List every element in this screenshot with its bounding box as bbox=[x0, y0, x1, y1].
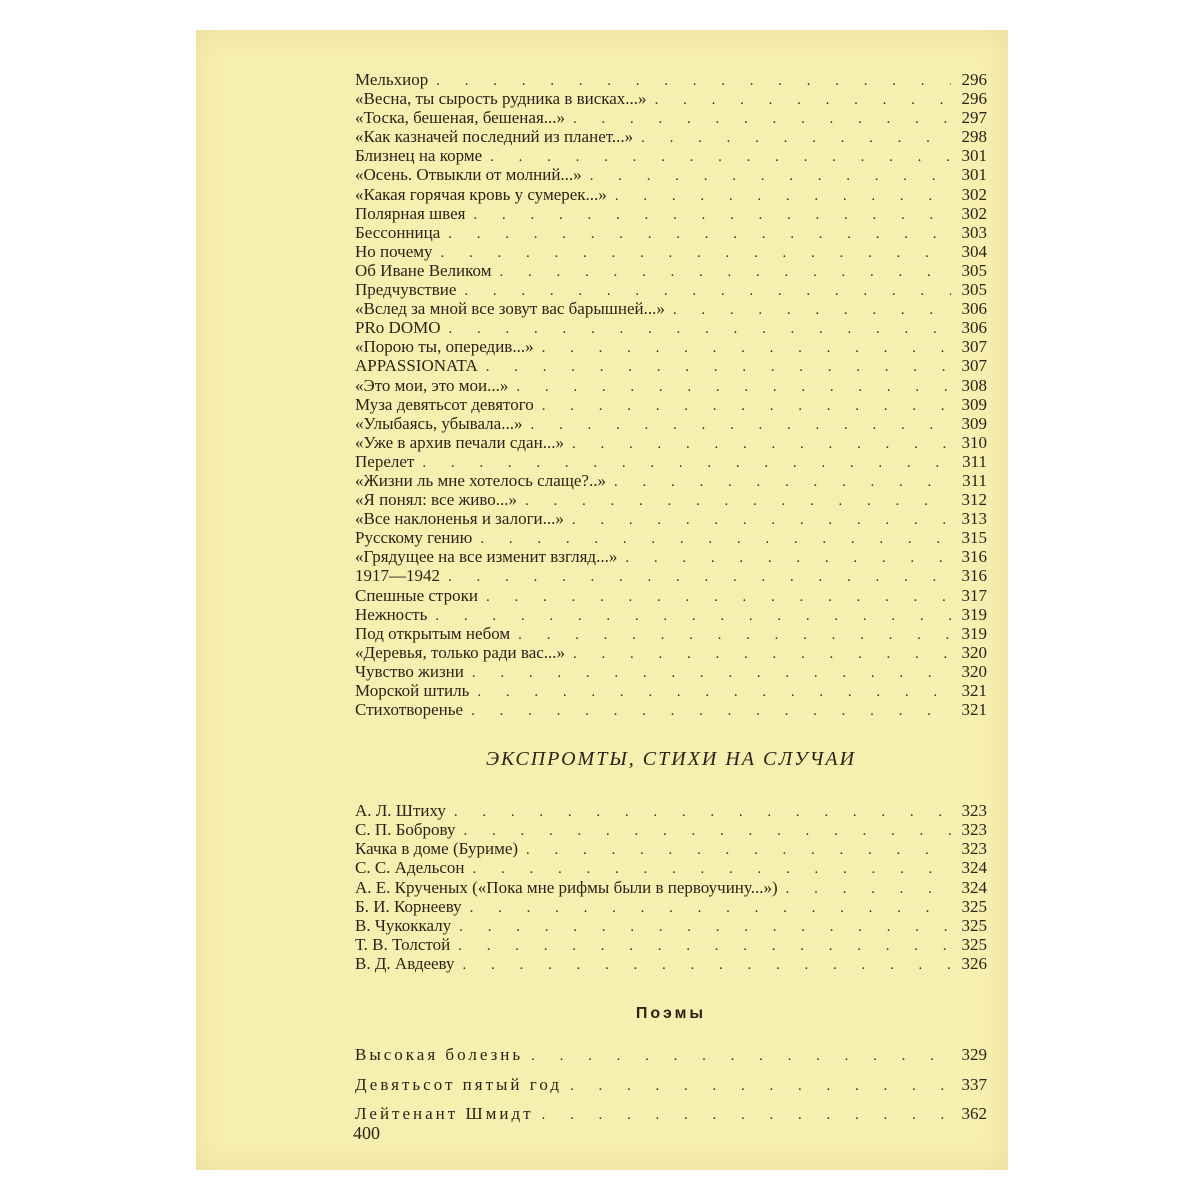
toc-entry bbox=[355, 452, 987, 471]
entry-page-number: 324 bbox=[961, 858, 987, 878]
entry-page-number: 317 bbox=[961, 585, 987, 605]
entry-page-number: 362 bbox=[961, 1104, 987, 1124]
toc-entry bbox=[355, 878, 987, 897]
entry-title: Морской штиль bbox=[355, 681, 470, 700]
entry-title: Перелет bbox=[355, 451, 415, 471]
leader-dots bbox=[614, 473, 951, 492]
entry-title: Б. И. Корнееву bbox=[355, 896, 462, 916]
leader-dots bbox=[500, 263, 952, 282]
entry-page-number: 302 bbox=[961, 184, 987, 204]
leader-dots bbox=[531, 1042, 951, 1072]
toc-entry bbox=[355, 337, 987, 356]
entry-page-number: 325 bbox=[961, 896, 987, 916]
entry-title: С. П. Боброву bbox=[355, 820, 456, 840]
toc-entry bbox=[355, 165, 987, 184]
entry-page-number: 316 bbox=[961, 566, 987, 586]
leader-dots bbox=[572, 511, 951, 530]
entry-page-number: 309 bbox=[961, 413, 987, 433]
leader-dots bbox=[570, 1072, 951, 1102]
entry-page-number: 311 bbox=[962, 451, 987, 471]
entry-title: Высокая болезнь bbox=[355, 1045, 524, 1065]
toc-entry bbox=[355, 801, 987, 820]
entry-title: «Это мои, это мои...» bbox=[355, 375, 509, 395]
entry-page-number: 319 bbox=[961, 623, 987, 643]
entry-page-number: 296 bbox=[961, 89, 987, 109]
entry-title: Предчувствие bbox=[355, 280, 457, 300]
entry-page-number: 305 bbox=[961, 260, 987, 280]
toc-entry bbox=[355, 586, 987, 605]
leader-dots bbox=[473, 206, 951, 225]
section-heading-poems: Поэмы bbox=[635, 1005, 707, 1023]
toc-entry bbox=[355, 605, 987, 624]
toc-entry bbox=[355, 624, 987, 643]
leader-dots bbox=[625, 549, 951, 568]
toc-entry bbox=[355, 490, 987, 509]
toc-entry bbox=[355, 954, 987, 973]
toc-entry bbox=[355, 185, 987, 204]
toc-entry bbox=[355, 1040, 987, 1070]
toc-entry bbox=[355, 70, 987, 89]
leader-dots bbox=[655, 91, 951, 110]
toc-entry bbox=[355, 108, 987, 127]
entry-page-number: 307 bbox=[961, 337, 987, 357]
toc-main-list bbox=[355, 70, 987, 719]
toc-entry bbox=[355, 509, 987, 528]
entry-page-number: 302 bbox=[961, 203, 987, 223]
entry-page-number: 297 bbox=[961, 108, 987, 128]
toc-entry bbox=[355, 681, 987, 700]
entry-title: Нежность bbox=[355, 604, 428, 624]
leader-dots bbox=[615, 187, 951, 206]
entry-title: «Улыбаясь, убывала...» bbox=[355, 413, 523, 433]
entry-title: Стихотворенье bbox=[355, 700, 464, 720]
entry-page-number: 313 bbox=[961, 509, 987, 529]
leader-dots bbox=[590, 167, 951, 186]
entry-page-number: 296 bbox=[961, 70, 987, 89]
leader-dots bbox=[448, 225, 951, 244]
toc-entry bbox=[355, 858, 987, 877]
entry-page-number: 337 bbox=[961, 1074, 987, 1094]
leader-dots bbox=[459, 918, 951, 937]
leader-dots bbox=[472, 664, 951, 683]
section-heading-impromptu: ЭКСПРОМТЫ, СТИХИ НА СЛУЧАИ bbox=[485, 748, 857, 771]
leader-dots bbox=[641, 129, 951, 148]
entry-page-number: 306 bbox=[961, 318, 987, 338]
leader-dots bbox=[572, 435, 951, 454]
entry-page-number: 320 bbox=[961, 661, 987, 681]
entry-page-number: 325 bbox=[961, 934, 987, 954]
leader-dots bbox=[516, 378, 951, 397]
leader-dots bbox=[518, 626, 951, 645]
leader-dots bbox=[525, 492, 951, 511]
toc-entry bbox=[355, 376, 987, 395]
entry-title: Под открытым небом bbox=[355, 623, 511, 643]
toc-entry bbox=[355, 395, 987, 414]
entry-title: Качка в доме (Буриме) bbox=[355, 839, 519, 859]
entry-page-number: 308 bbox=[961, 375, 987, 395]
toc-entry bbox=[355, 471, 987, 490]
table-of-contents bbox=[355, 70, 987, 1129]
entry-page-number: 303 bbox=[961, 222, 987, 242]
toc-entry bbox=[355, 1099, 987, 1129]
entry-page-number: 325 bbox=[961, 915, 987, 935]
entry-page-number: 323 bbox=[961, 801, 987, 821]
leader-dots bbox=[573, 645, 951, 664]
leader-dots bbox=[486, 358, 951, 377]
entry-title: «Тоска, бешеная, бешеная...» bbox=[355, 108, 566, 128]
entry-page-number: 311 bbox=[962, 470, 987, 490]
entry-page-number: 326 bbox=[961, 953, 987, 973]
leader-dots bbox=[471, 702, 951, 721]
entry-title: «Я понял: все живо...» bbox=[355, 490, 518, 510]
entry-title: Мельхиор bbox=[355, 70, 429, 89]
entry-page-number: 319 bbox=[961, 604, 987, 624]
entry-title: В. Д. Авдееву bbox=[355, 953, 455, 973]
entry-title: «Как казначей последний из планет...» bbox=[355, 127, 634, 147]
entry-title: Об Иване Великом bbox=[355, 260, 492, 280]
entry-page-number: 320 bbox=[961, 642, 987, 662]
toc-entry bbox=[355, 916, 987, 935]
leader-dots bbox=[463, 822, 951, 841]
toc-entry bbox=[355, 280, 987, 299]
page-number: 400 bbox=[353, 1123, 380, 1143]
entry-page-number: 298 bbox=[961, 127, 987, 147]
toc-entry bbox=[355, 356, 987, 375]
entry-title: Бессонница bbox=[355, 222, 441, 242]
toc-entry bbox=[355, 566, 987, 585]
toc-entry bbox=[355, 528, 987, 547]
entry-title: В. Чукоккалу bbox=[355, 915, 452, 935]
entry-title: Муза девятьсот девятого bbox=[355, 394, 534, 414]
entry-title: «Весна, ты сырость рудника в висках...» bbox=[355, 89, 647, 109]
toc-entry bbox=[355, 820, 987, 839]
leader-dots bbox=[542, 1101, 951, 1131]
leader-dots bbox=[673, 301, 951, 320]
toc-entry bbox=[355, 839, 987, 858]
entry-title: А. Е. Крученых («Пока мне рифмы были в первоучину...») bbox=[355, 877, 778, 897]
entry-title: Близнец на корме bbox=[355, 146, 483, 166]
toc-entry bbox=[355, 700, 987, 719]
leader-dots bbox=[786, 880, 951, 899]
entry-title: Спешные строки bbox=[355, 585, 478, 605]
entry-page-number: 301 bbox=[961, 146, 987, 166]
entry-page-number: 324 bbox=[961, 877, 987, 897]
book-page bbox=[196, 30, 1008, 1170]
entry-page-number: 329 bbox=[961, 1045, 987, 1065]
toc-poems-list bbox=[355, 1040, 987, 1129]
entry-page-number: 315 bbox=[961, 528, 987, 548]
leader-dots bbox=[486, 588, 951, 607]
leader-dots bbox=[542, 339, 951, 358]
toc-entry bbox=[355, 935, 987, 954]
leader-dots bbox=[441, 244, 951, 263]
entry-title: Т. В. Толстой bbox=[355, 934, 451, 954]
entry-page-number: 307 bbox=[961, 356, 987, 376]
entry-title: «Уже в архив печали сдан...» bbox=[355, 432, 564, 452]
toc-entry bbox=[355, 204, 987, 223]
toc-entry bbox=[355, 242, 987, 261]
entry-page-number: 306 bbox=[961, 299, 987, 319]
entry-title: Но почему bbox=[355, 241, 433, 261]
toc-entry bbox=[355, 1070, 987, 1100]
entry-title: «Деревья, только ради вас...» bbox=[355, 642, 566, 662]
entry-title: Чувство жизни bbox=[355, 661, 464, 681]
toc-impromptu-list bbox=[355, 801, 987, 973]
entry-title: 1917—1942 bbox=[355, 566, 440, 586]
entry-title: «Осень. Отвыкли от молний...» bbox=[355, 165, 582, 185]
entry-page-number: 316 bbox=[961, 547, 987, 567]
leader-dots bbox=[530, 416, 951, 435]
entry-page-number: 310 bbox=[961, 432, 987, 452]
entry-title: «Какая горячая кровь у сумерек...» bbox=[355, 184, 607, 204]
entry-title: Девятьсот пятый год bbox=[355, 1074, 562, 1094]
entry-title: «Вслед за мной все зовут вас барышней...» bbox=[355, 299, 665, 319]
toc-entry bbox=[355, 127, 987, 146]
toc-entry bbox=[355, 897, 987, 916]
leader-dots bbox=[542, 397, 951, 416]
leader-dots bbox=[454, 803, 951, 822]
entry-page-number: 305 bbox=[961, 280, 987, 300]
entry-page-number: 323 bbox=[961, 820, 987, 840]
leader-dots bbox=[477, 683, 951, 702]
entry-page-number: 301 bbox=[961, 165, 987, 185]
entry-title: Русскому гению bbox=[355, 528, 473, 548]
entry-title: А. Л. Штиху bbox=[355, 801, 446, 821]
entry-title: «Жизни ль мне хотелось слаще?..» bbox=[355, 470, 606, 490]
entry-title: Полярная швея bbox=[355, 203, 466, 223]
toc-entry bbox=[355, 662, 987, 681]
entry-title: С. С. Адельсон bbox=[355, 858, 465, 878]
entry-title: «Все наклоненья и залоги...» bbox=[355, 509, 564, 529]
entry-title: APPASSIONATA bbox=[355, 356, 478, 376]
entry-page-number: 304 bbox=[961, 241, 987, 261]
leader-dots bbox=[448, 568, 951, 587]
entry-title: «Грядущее на все изменит взгляд...» bbox=[355, 547, 618, 567]
entry-page-number: 323 bbox=[961, 839, 987, 859]
entry-page-number: 312 bbox=[961, 490, 987, 510]
entry-title: Лейтенант Шмидт bbox=[355, 1104, 534, 1124]
entry-page-number: 321 bbox=[961, 700, 987, 720]
entry-title: «Порою ты, опередив...» bbox=[355, 337, 534, 357]
leader-dots bbox=[458, 937, 951, 956]
toc-entry bbox=[355, 318, 987, 337]
toc-entry bbox=[355, 89, 987, 108]
leader-dots bbox=[470, 899, 951, 918]
toc-entry bbox=[355, 547, 987, 566]
leader-dots bbox=[526, 841, 951, 860]
toc-entry bbox=[355, 146, 987, 165]
entry-title: PRo DOMO bbox=[355, 318, 441, 338]
leader-dots bbox=[463, 956, 951, 975]
entry-page-number: 321 bbox=[961, 681, 987, 700]
toc-entry bbox=[355, 414, 987, 433]
entry-page-number: 309 bbox=[961, 394, 987, 414]
toc-entry bbox=[355, 433, 987, 452]
toc-entry bbox=[355, 261, 987, 280]
toc-entry bbox=[355, 223, 987, 242]
toc-entry bbox=[355, 643, 987, 662]
toc-entry bbox=[355, 299, 987, 318]
